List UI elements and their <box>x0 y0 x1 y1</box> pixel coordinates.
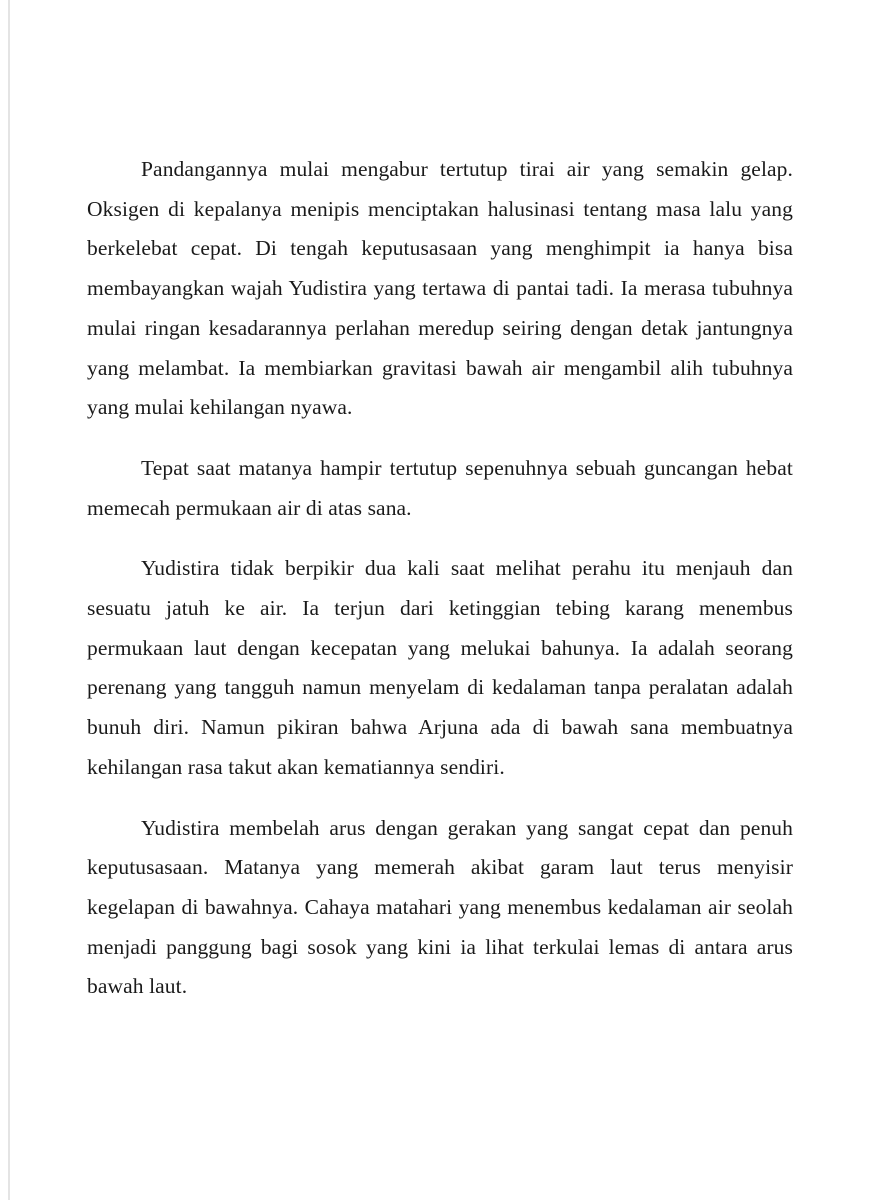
paragraph-1: Pandangannya mulai mengabur tertutup tirai air yang semakin gelap. Oksigen di kepalanya menipis menciptakan halusinasi tentang masa lalu yang berkelebat cepat. Di tengah keputusasaan yang menghimpit ia hanya bisa membayangkan wajah Yudistira yang tertawa di pantai tadi. Ia merasa tubuhnya mulai ringan kesadarannya perlahan meredup seiring dengan detak jantungnya yang melambat. Ia membiarkan gravitasi bawah air mengambil alih tubuhnya yang mulai kehilangan nyawa. <box>87 157 793 420</box>
document-page <box>87 150 793 1028</box>
paragraph-4: Yudistira membelah arus dengan gerakan yang sangat cepat dan penuh keputusasaan. Matanya yang memerah akibat garam laut terus menyisir kegelapan di bawahnya. Cahaya matahari yang menembus kedalaman air seolah menjadi panggung bagi sosok yang kini ia lihat terkulai lemas di antara arus bawah laut. <box>87 815 793 999</box>
paragraph-2: Tepat saat matanya hampir tertutup sepenuhnya sebuah guncangan hebat memecah permukaan air di atas sana. <box>87 455 793 520</box>
page-edge-line <box>8 0 10 1200</box>
paragraph-3: Yudistira tidak berpikir dua kali saat melihat perahu itu menjauh dan sesuatu jatuh ke air. Ia terjun dari ketinggian tebing karang menembus permukaan laut dengan kecepatan yang melukai bahunya. Ia adalah seorang perenang yang tangguh namun menyelam di kedalaman tanpa peralatan adalah bunuh diri. Namun pikiran bahwa Arjuna ada di bawah sana membuatnya kehilangan rasa takut akan kematiannya sendiri. <box>87 556 793 779</box>
